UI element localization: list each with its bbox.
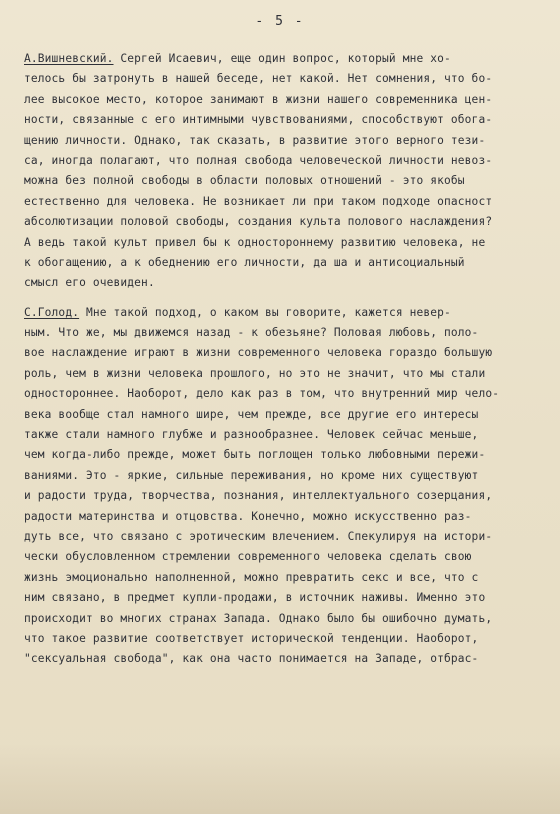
text-line: одностороннее. Наоборот, дело как раз в том, что внутренний мир чело-: [24, 387, 500, 401]
text-line: абсолютизации половой свободы, создания культа полового наслаждения?: [24, 215, 493, 229]
text-line: телось бы затронуть в нашей беседе, нет какой. Нет сомнения, что бо-: [24, 72, 493, 86]
text-line: щению личности. Однако, так сказать, в развитие этого верного тези-: [24, 133, 486, 147]
speaker-name: А.Вишневский.: [24, 52, 114, 65]
text-line: также стали намного глубже и разнообразнее. Человек сейчас меньше,: [24, 428, 479, 442]
text-line: ваниями. Это - яркие, сильные переживания, но кроме них существуют: [24, 468, 479, 482]
text-line: ным. Что же, мы движемся назад - к обезьяне? Половая любовь, поло-: [24, 326, 479, 340]
text-line: А ведь такой культ привел бы к одностороннему развитию человека, не: [24, 235, 486, 249]
text-line: радости материнства и отцовства. Конечно, можно искусственно раз-: [24, 509, 472, 523]
text-line: ним связано, в предмет купли-продажи, в источник наживы. Именно это: [24, 591, 486, 605]
text-line: чем когда-либо прежде, может быть поглощен только любовными пережи-: [24, 448, 486, 462]
paragraph-vishnevsky: [24, 49, 552, 294]
text-line: чески обусловленном стремлении современного человека сделать свою: [24, 550, 472, 564]
paragraph-golod: [24, 303, 552, 670]
text-line: и радости труда, творчества, познания, интеллектуального созерцания,: [24, 489, 493, 503]
text-line: века вообще стал намного шире, чем прежде, все другие его интересы: [24, 407, 479, 421]
text-line: что такое развитие соответствует исторической тенденции. Наоборот,: [24, 631, 479, 645]
text-line: дуть все, что связано с эротическим влечением. Спекулируя на истори-: [24, 529, 493, 543]
text-line: смысл его очевиден.: [24, 276, 155, 290]
text-line: к обогащению, а к обеднению его личности, да ша и антисоциальный: [24, 255, 465, 269]
text-line: А.Вишневский. Сергей Исаевич, еще один вопрос, который мне хо-: [24, 52, 451, 65]
text-line: естественно для человека. Не возникает ли при таком подходе опасност: [24, 194, 493, 208]
text-line: жизнь эмоционально наполненной, можно превратить секс и все, что с: [24, 570, 479, 584]
text-line: С.Голод. Мне такой подход, о каком вы говорите, кажется невер-: [24, 305, 451, 319]
text-line: происходит во многих странах Запада. Однако было бы ошибочно думать,: [24, 611, 493, 625]
page-number: - 5 -: [255, 14, 305, 29]
text-line: можна без полной свободы в области половых отношений - это якобы: [24, 174, 465, 188]
text-line: роль, чем в жизни человека прошлого, но это не значит, что мы стали: [24, 366, 486, 380]
text-line: са, иногда полагают, что полная свобода человеческой личности невоз-: [24, 153, 493, 167]
text-line: лее высокое место, которое занимают в жизни нашего современника цен-: [24, 92, 493, 106]
text-line: "сексуальная свобода", как она часто понимается на Западе, отбрас-: [24, 652, 479, 666]
document-body: [24, 49, 552, 670]
speaker-name: С.Голод.: [24, 305, 80, 319]
text-line: ности, связанные с его интимными чувствованиями, способствуют обога-: [24, 113, 493, 127]
text-line: вое наслаждение играют в жизни современного человека гораздо большую: [24, 346, 493, 360]
